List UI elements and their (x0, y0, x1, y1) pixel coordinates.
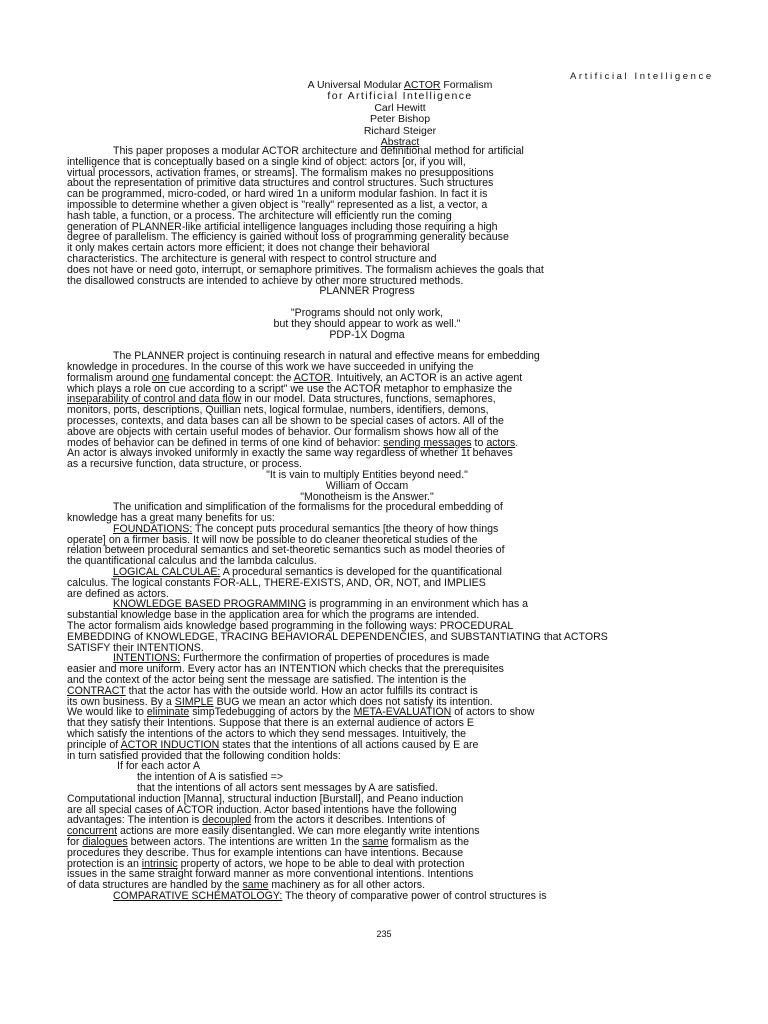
abstract-line: generation of PLANNER-like artificial intelligence languages including those requiring a high (67, 220, 498, 233)
intentions-line: principle of ACTOR INDUCTION states that the intentions of all actions caused by E are (67, 738, 479, 751)
abstract-line: about the representation of primitive data structures and control structures. Such structures (67, 177, 494, 190)
intentions-line: CONTRACT that the actor has with the outside world. How an actor fulfills its contract is (67, 684, 478, 697)
intentions-line: in turn satisfied provided that the following condition holds: (67, 749, 341, 762)
title-block (150, 80, 650, 148)
abstract-line: virtual processors, activation frames, or streams]. The formalism makes no presuppositions (67, 166, 494, 179)
paragraph-line: monitors, ports, descriptions, Quillian nets, logical formulae, numbers, identifiers, demons, (67, 404, 489, 417)
paragraph-line: inseparability of control and data flow in our model. Data structures, functions, semaphores, (67, 393, 496, 406)
knowledge-programming-line: SATISFY their INTENTIONS. (67, 641, 204, 654)
abstract-line: This paper proposes a modular ACTOR architecture and definitional method for artificial (113, 145, 524, 157)
intentions-line: are all special cases of ACTOR induction. Actor based intentions have the following (67, 803, 457, 816)
intentions-label: INTENTIONS: (113, 652, 181, 665)
intentions-line: protection is an intrinsic property of actors, we hope to be able to deal with protection (67, 857, 465, 870)
author: Peter Bishop (369, 113, 431, 126)
paragraph-line: modes of behavior can be defined in terms of one kind of behavior: sending messages to actors. (67, 436, 519, 449)
title-actor-underlined: ACTOR (403, 79, 441, 91)
intentions-line: procedures they describe. Thus for example intentions can have intentions. Because (67, 846, 464, 859)
abstract-line: hash table, a function, or a process. The architecture will efficiently run the coming (67, 209, 452, 222)
intentions-line: easier and more uniform. Every actor has an INTENTION which checks that the prerequisites (67, 663, 504, 676)
condition-line: If for each actor A (117, 760, 201, 773)
abstract-line: intelligence that is conceptually based on a single kind of object: actors [or, if you will, (67, 155, 466, 168)
author: Carl Hewitt (374, 101, 426, 114)
foundations-label: FOUNDATIONS: (113, 522, 193, 535)
intentions-line: which satisfy the intentions of the actors to which they send messages. Intuitively, the (67, 728, 467, 741)
paragraph-line: which plays a role on cue according to a script" we use the ACTOR metaphor to emphasize the (67, 382, 513, 395)
title-line-1: A Universal Modular ACTOR Formalism (307, 79, 493, 91)
intentions-line: that they satisfy their Intentions. Suppose that there is an external audience of actors E (67, 717, 474, 730)
page-number: 235 (376, 929, 392, 939)
foundations-line: the quantificational calculus and the lambda calculus. (67, 555, 317, 568)
comparative-label: COMPARATIVE SCHEMATOLOGY: (113, 889, 283, 902)
logical-calculae-label: LOGICAL CALCULAE: (113, 566, 221, 579)
abstract-line: impossible to determine whether a given object is "really" represented as a list, a vector, a (67, 198, 488, 211)
epigraph-attribution: William of Occam (325, 479, 409, 492)
intentions-line: for dialogues between actors. The intentions are written 1n the same formalism as the (67, 836, 470, 848)
paragraph-line: The PLANNER project is continuing research in natural and effective means for embedding (113, 350, 540, 363)
intentions-line: and the context of the actor being sent the message are satisfied. The intention is the (67, 674, 467, 687)
knowledge-programming-line: The actor formalism aids knowledge based programming in the following ways: PROCEDURAL (67, 620, 514, 633)
paragraph-line: processes, contexts, and data bases can all be shown to be special cases of actors. All of the (67, 414, 504, 427)
abstract-line: can be programmed, micro-coded, or hard wired 1n a uniform modular fashion. In fact it is (67, 188, 488, 201)
logical-calculae-line: calculus. The logical constants FOR-ALL, THERE-EXISTS, AND, OR, NOT, and IMPLIES (67, 576, 486, 589)
epigraph-line: "Monotheism is the Answer." (300, 490, 434, 503)
paragraph-line: above are objects with certain useful modes of behavior. Our formalism shows how all of the (67, 425, 499, 438)
intentions-line: Computational induction [Manna], structural induction [Burstall], and Peano induction (67, 792, 464, 805)
paragraph-line: An actor is always invoked uniformly in exactly the same way regardless of whether 1t behaves (67, 447, 513, 460)
logical-calculae-line: LOGICAL CALCULAE: A procedural semantics is developed for the quantificational (113, 566, 502, 579)
epigraph-line: "Programs should not only work, (290, 306, 444, 319)
comparative-line: COMPARATIVE SCHEMATOLOGY: The theory of comparative power of control structures is (113, 889, 547, 902)
knowledge-programming-label: KNOWLEDGE BASED PROGRAMMING (113, 598, 307, 611)
abstract-line: characteristics. The architecture is general with respect to control structure and (67, 252, 437, 265)
abstract-heading: Abstract (380, 136, 420, 149)
knowledge-programming-line: KNOWLEDGE BASED PROGRAMMING is programming in an environment which has a (113, 598, 529, 611)
title-line-2: for Artificial Intelligence (327, 90, 473, 103)
intentions-line: its own business. By a SIMPLE BUG we mean an actor which does not satisfy its intention. (67, 695, 493, 708)
paragraph-line: The unification and simplification of the formalisms for the procedural embedding of (113, 501, 503, 514)
intentions-line: We would like to eliminate simpTedebugging of actors by the META-EVALUATION of actors to show (67, 706, 535, 719)
foundations-line: operate] on a firmer basis. It will now be possible to do cleaner theoretical studies of the (67, 533, 478, 546)
knowledge-programming-line: EMBEDDING of KNOWLEDGE, TRACING BEHAVIORAL DEPENDENCIES, and SUBSTANTIATING that ACTORS (67, 630, 608, 643)
condition-line: the intention of A is satisfied => (137, 771, 284, 784)
intentions-line: of data structures are handled by the same machinery as for all other actors. (67, 879, 426, 892)
abstract-line: the disallowed constructs are intended to achieve by other more structured methods. (67, 274, 464, 287)
epigraph-attribution: PDP-1X Dogma (329, 328, 405, 341)
intentions-line: issues in the same straight forward manner as more conventional intentions. Intentions (67, 868, 474, 881)
epigraph-line: but they should appear to work as well." (273, 317, 461, 330)
logical-calculae-line: are defined as actors. (67, 587, 169, 600)
body-text (67, 146, 667, 902)
foundations-line: relation between procedural semantics and set-theoretic semantics such as model theories of (67, 544, 505, 557)
paragraph-line: knowledge has a great many benefits for us: (67, 512, 275, 525)
intentions-line: concurrent actions are more easily disentangled. We can more elegantly write intentions (67, 825, 480, 838)
abstract-line: degree of parallelism. The efficiency is gained without loss of programming generality because (67, 231, 509, 244)
abstract-line: it only makes certain actors more efficient; it does not change their behavioral (67, 242, 430, 255)
intentions-line: advantages: The intention is decoupled from the actors it describes. Intentions of (67, 814, 445, 827)
condition-line: that the intentions of all actors sent messages by A are satisfied. (137, 782, 438, 795)
epigraph-line: "It is vain to multiply Entities beyond need." (266, 468, 468, 481)
foundations-line: FOUNDATIONS: The concept puts procedural semantics [the theory of how things (113, 522, 499, 535)
paragraph-line: as a recursive function, data structure, or process. (67, 458, 302, 471)
author: Richard Steiger (363, 124, 437, 137)
abstract-line: does not have or need goto, interrupt, or semaphore primitives. The formalism achieves the goals that (67, 263, 544, 276)
knowledge-programming-line: substantial knowledge base in the application area for which the programs are intended. (67, 609, 480, 622)
paragraph-line: formalism around one fundamental concept: the ACTOR. Intuitively, an ACTOR is an active agent (67, 371, 523, 384)
section-heading: PLANNER Progress (319, 285, 415, 298)
paragraph-line: knowledge in procedures. In the course of this work we have succeeded in unifying the (67, 360, 474, 373)
running-head: Artificial Intelligence (570, 71, 714, 82)
intentions-line: INTENTIONS: Furthermore the confirmation of properties of procedures is made (113, 652, 490, 665)
